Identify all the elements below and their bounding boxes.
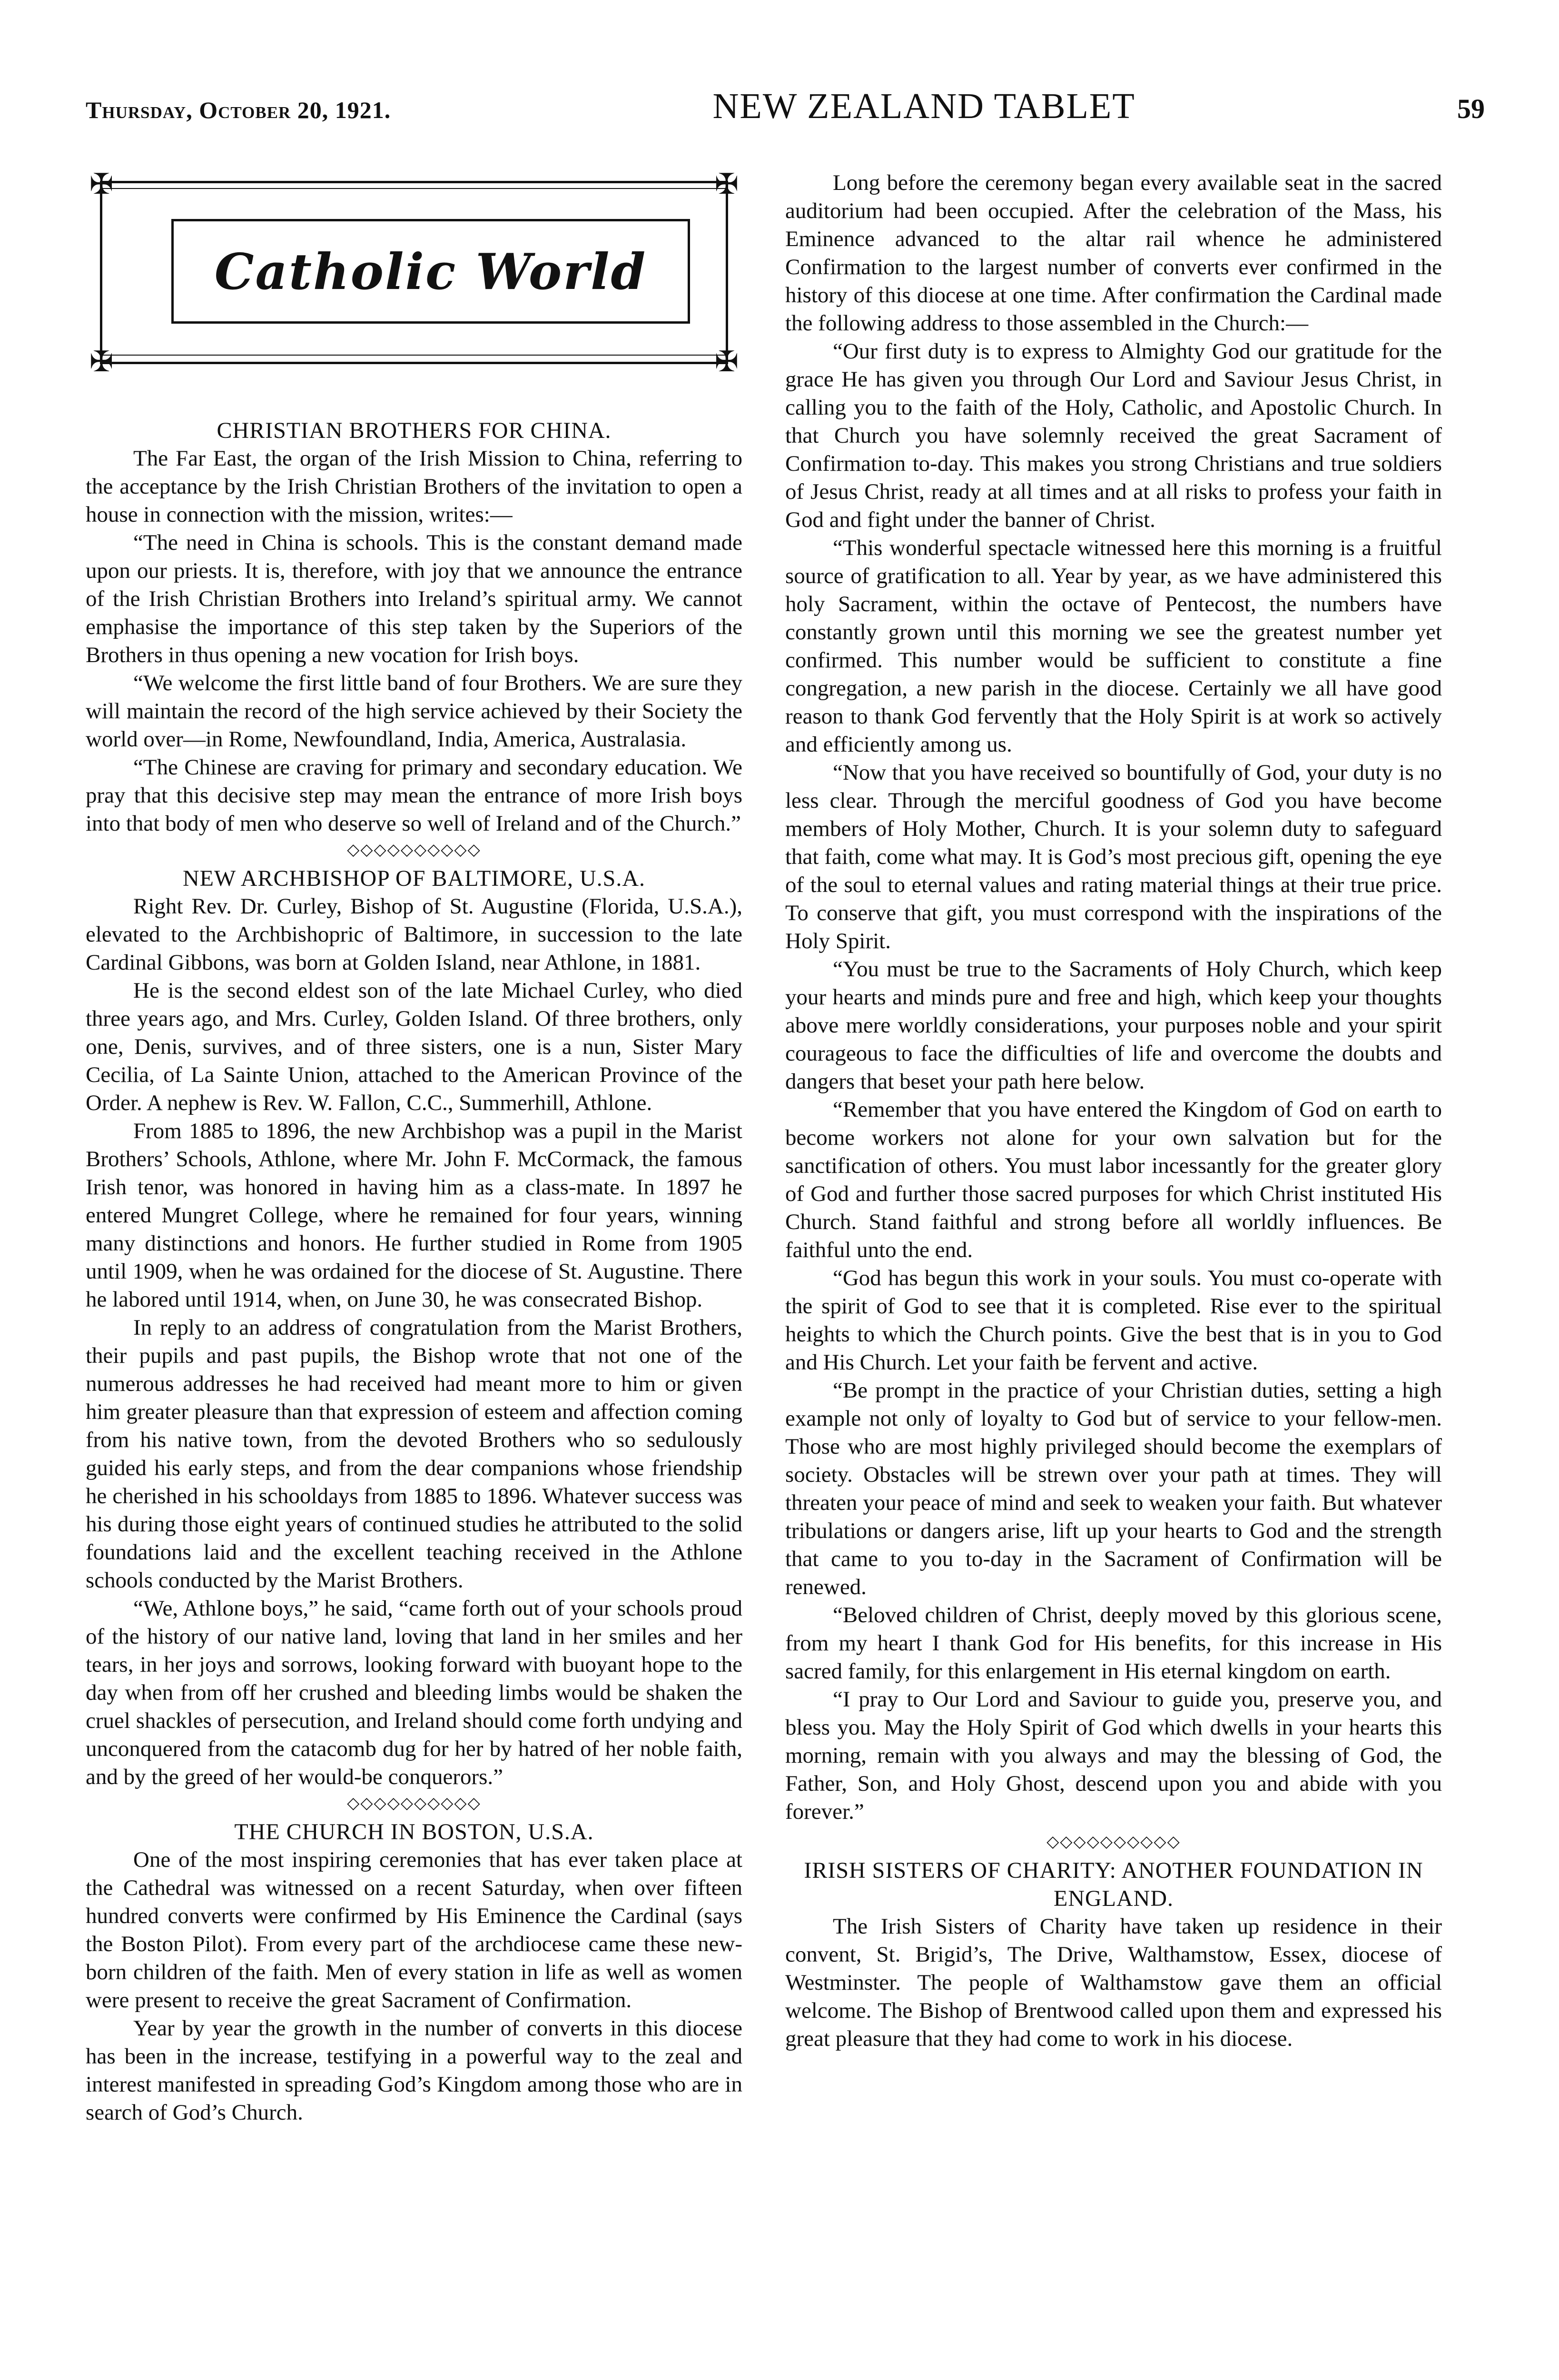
article-paragraph: “I pray to Our Lord and Saviour to guide you, preserve you, and bless you. May the Holy Spirit of God which dwells in your hearts this morning, remain with you always and may the blessing of God, the Father, Son, and Holy Ghost, descend upon you and abide with you forever.” [785, 1687, 1442, 1824]
ornament-divider: ◇◇◇◇◇◇◇◇◇◇ [347, 1795, 481, 1812]
article-heading: NEW ARCHBISHOP OF BALTIMORE, U.S.A. [182, 866, 646, 891]
article-heading: IRISH SISTERS OF CHARITY: ANOTHER FOUNDATION IN ENGLAND. [804, 1858, 1423, 1911]
masthead-rule [100, 362, 728, 364]
article-paragraph: “This wonderful spectacle witnessed here this morning is a fruitful source of gratification to all. Year by year, as we have administered this holy Sacrament, within the octave of Pentecost, the numbers have constantly grown until this morning we see the greatest number yet confirmed. This number would be sufficient to constitute a fine congregation, a new parish in the diocese. Certainly we all have good reason to thank God fervently that the Holy Spirit is at work so actively and efficiently among us. [785, 536, 1442, 757]
cross-icon: ✠ [89, 169, 114, 200]
masthead-rule [100, 181, 102, 364]
cross-icon: ✠ [714, 169, 739, 200]
ornament-divider: ◇◇◇◇◇◇◇◇◇◇ [347, 841, 481, 859]
masthead-rule [726, 181, 728, 364]
article-paragraph: “We welcome the first little band of four Brothers. We are sure they will maintain the record of the high service achieved by their Society the world over—in Rome, Newfoundland, India, America, Australasia. [86, 671, 742, 752]
article-paragraph: Year by year the growth in the number of converts in this diocese has been in the increase, testifying in a powerful way to the zeal and interest manifested in spreading God’s Kingdom among those who are in search of God’s Church. [86, 2016, 742, 2125]
article-paragraph: “Be prompt in the practice of your Christian duties, setting a high example not only of loyalty to God but of service to your fellow-men. Those who are most highly privileged should become the exemplars of society. Obstacles will be strewn over your path at times. They will threaten your peace of mind and seek to weaken your faith. But whatever tribulations or dangers arise, lift up your hearts to God and the strength that came to you to-day in the Sacrament of Confirmation will be renewed. [785, 1378, 1442, 1599]
masthead-rule [100, 355, 728, 356]
masthead-rule [100, 188, 728, 189]
article-heading: CHRISTIAN BROTHERS FOR CHINA. [217, 418, 612, 443]
cross-icon: ✠ [714, 346, 739, 377]
article-paragraph: “God has begun this work in your souls. You must co-operate with the spirit of God to see that it is completed. Rise ever to the spiritual heights to which the Church points. Give the best that is in you to God and His Church. Let your faith be fervent and active. [785, 1266, 1442, 1375]
article-paragraph: “The need in China is schools. This is the constant demand made upon our priests. It is, therefore, with joy that we announce the entrance of the Irish Christian Brothers into Ireland’s spiritual army. We cannot emphasise the importance of this step taken by the Superiors of the Brothers in thus opening a new vocation for Irish boys. [86, 530, 742, 667]
article-paragraph: The Irish Sisters of Charity have taken up residence in their convent, St. Brigid’s, The Drive, Walthamstow, Essex, diocese of Westminster. The people of Walthamstow gave them an official welcome. The Bishop of Brentwood called upon them and expressed his great pleasure that they had come to work in his diocese. [785, 1914, 1442, 2051]
article-paragraph: “Beloved children of Christ, deeply moved by this glorious scene, from my heart I thank God for His benefits, for this increase in His sacred family, for this enlargement in His eternal kingdom on earth. [785, 1603, 1442, 1684]
article-paragraph: “Remember that you have entered the Kingdom of God on earth to become workers not alone for your own salvation but for the sanctification of others. You must labor incessantly for the greater glory of God and further those sacred purposes for which Christ instituted His Church. Stand faithful and strong before all worldly influences. Be faithful unto the end. [785, 1097, 1442, 1262]
article-paragraph: Right Rev. Dr. Curley, Bishop of St. Augustine (Florida, U.S.A.), elevated to the Archbishopric of Baltimore, in succession to the late Cardinal Gibbons, was born at Golden Island, near Athlone, in 1881. [86, 894, 742, 975]
cross-icon: ✠ [89, 346, 114, 377]
section-masthead [86, 169, 742, 388]
article-paragraph: From 1885 to 1896, the new Archbishop was a pupil in the Marist Brothers’ Schools, Athlone, where Mr. John F. McCormack, the famous Irish tenor, was honored in having him as a class-mate. In 1897 he entered Mungret College, where he remained for four years, winning many distinctions and honors. He further studied in Rome from 1905 until 1909, when he was ordained for the diocese of St. Augustine. There he labored until 1914, when, on June 30, he was consecrated Bishop. [86, 1119, 742, 1312]
article-paragraph: “Now that you have received so bountifully of God, your duty is no less clear. Through the merciful goodness of God you have become members of Holy Mother, Church. It is your solemn duty to safeguard that faith, come what may. It is God’s most precious gift, opening the eye of the soul to eternal values and rating material things at their true price. To conserve that gift, you must correspond with the inspirations of the Holy Spirit. [785, 760, 1442, 953]
section-title: Catholic World [214, 242, 647, 301]
article-paragraph: Long before the ceremony began every available seat in the sacred auditorium had been occupied. After the celebration of the Mass, his Eminence advanced to the altar rail whence he administered Confirmation to the largest number of converts ever confirmed in the history of this diocese at one time. After confirmation the Cardinal made the following address to those assembled in the Church:— [785, 170, 1442, 336]
left-column [86, 169, 742, 2127]
article-heading: THE CHURCH IN BOSTON, U.S.A. [234, 1819, 594, 1844]
article-paragraph: “Our first duty is to express to Almighty God our gratitude for the grace He has given you through Our Lord and Saviour Jesus Christ, in calling you to the faith of the Holy, Catholic, and Apostolic Church. In that Church you have solemnly received the great Sacrament of Confirmation to-day. This makes you strong Christians and true soldiers of Jesus Christ, ready at all times and at all risks to profess your faith in God and fight under the banner of Christ. [785, 339, 1442, 532]
issue-date: Thursday, October 20, 1921. [86, 97, 391, 123]
article-paragraph: He is the second eldest son of the late Michael Curley, who died three years ago, and Mrs. Curley, Golden Island. Of three brothers, only one, Denis, survives, and of three sisters, one is a nun, Sister Mary Cecilia, of La Sainte Union, attached to the American Province of the Order. A nephew is Rev. W. Fallon, C.C., Summerhill, Athlone. [86, 978, 742, 1115]
right-column [785, 169, 1442, 2053]
masthead-title-box [171, 219, 690, 324]
article-paragraph: The Far East, the organ of the Irish Mission to China, referring to the acceptance by the Irish Christian Brothers of the invitation to open a house in connection with the mission, writes:— [86, 446, 742, 527]
masthead-rule [100, 181, 728, 183]
running-header [86, 86, 1485, 129]
publication-title: NEW ZEALAND TABLET [712, 86, 1135, 126]
article-paragraph: “You must be true to the Sacraments of Holy Church, which keep your hearts and minds pure and free and high, which keep your thoughts above mere worldly considerations, your purposes noble and your spirit courageous to face the difficulties of life and overcome the doubts and dangers that beset your path here below. [785, 957, 1442, 1094]
page-number: 59 [1457, 93, 1485, 124]
article-paragraph: “We, Athlone boys,” he said, “came forth out of your schools proud of the history of our native land, loving that land in her smiles and her tears, in her joys and sorrows, looking forward with buoyant hope to the day when from off her crushed and bleeding limbs would be shaken the cruel shackles of persecution, and Ireland should come forth undying and unconquered from the catacomb dug for her by hatred of her noble faith, and by the greed of her would-be conquerors.” [86, 1596, 742, 1789]
article-paragraph: In reply to an address of congratulation from the Marist Brothers, their pupils and past pupils, the Bishop wrote that not one of the numerous addresses he had received had meant more to him or given him greater pleasure than that expression of esteem and affection coming from his native town, from the devoted Brothers who so sedulously guided his early steps, and from the dear companions whose friendship he cherished in his schooldays from 1885 to 1896. Whatever success was his during those eight years of continued studies he attributed to the solid foundations laid and the excellent teaching received in the Athlone schools conducted by the Marist Brothers. [86, 1315, 742, 1593]
article-paragraph: One of the most inspiring ceremonies that has ever taken place at the Cathedral was witnessed on a recent Saturday, when over fifteen hundred converts were confirmed by His Eminence the Cardinal (says the Boston Pilot). From every part of the archdiocese came these new-born children of the faith. Men of every station in life as well as women were present to receive the great Sacrament of Confirmation. [86, 1847, 742, 2013]
article-paragraph: “The Chinese are craving for primary and secondary education. We pray that this decisive step may mean the entrance of more Irish boys into that body of men who deserve so well of Ireland and of the Church.” [86, 755, 742, 836]
ornament-divider: ◇◇◇◇◇◇◇◇◇◇ [1046, 1833, 1181, 1851]
